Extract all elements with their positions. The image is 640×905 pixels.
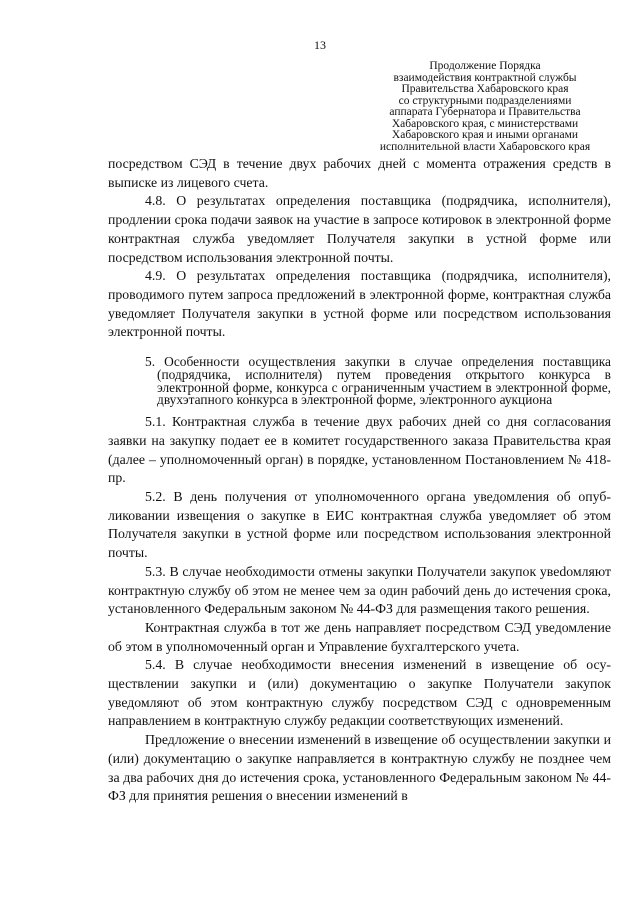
section-5-heading: 5. Особенности осуществления закупки в случае определения поставщика (подрядчика, исполнителя) путем проведения открытого конкурса в электронной форме, конкурса с ограниченным участием в электронной форме, двухэтапного конкурса в электронной форме, электронного аукциона — [145, 354, 611, 408]
paragraph-5-1: 5.1. Контрактная служба в течение двух рабочих дней со дня согласования заявки на закупку подает ее в комитет государственного заказа Правительства края (далее – уполномоченный орган) в порядке, установленном Постановлением № 418-пр. — [108, 414, 611, 486]
paragraph-5-4-continued: Предложение о внесении изменений в извещение об осуществлении закупки и (или) документацию о закупке направляется в контрактную службу не позднее чем за два рабочих дня до истечения срока, установленного Федеральным законом № 44-ФЗ для принятия решения о внесении изменений в — [108, 732, 611, 804]
paragraph-5-3-continued: Контрактная служба в тот же день направляет посредством СЭД уведомление об этом в уполномоченный орган и Управление бухгалтерского учета. — [108, 619, 611, 654]
paragraph-5-2: 5.2. В день получения от уполномоченного органа уведомления об опубликовании извещения о закупке в ЕИС контрактная служба уведомляет об этом Получателя закупки в устной форме или посредством использования электронной почты. — [108, 489, 611, 561]
paragraph-continuation: посредством СЭД в течение двух рабочих дней с момента отражения средств в выписке из лицевого счета. — [108, 156, 611, 190]
header-line: аппарата Губернатора и Правительства — [389, 106, 581, 118]
paragraph-5-3: 5.3. В случае необходимости отмены закупки Получатели закупок увеdомляют контрактную службу об этом не менее чем за один рабочий день до истечения срока, установленного Федеральным законом № 44-ФЗ для размещения такого решения. — [108, 563, 611, 617]
paragraph-4-8: 4.8. О результатах определения поставщика (подрядчика, исполнителя), продлении срока подачи заявок на участие в запросе котировок в электронной форме контрактная служба уведомляет Получателя закупки в устной форме или посредством использования электронной почты. — [108, 193, 611, 265]
header-line: Продолжение Порядка — [429, 60, 541, 72]
header-line: со структурными подразделениями — [398, 94, 572, 107]
paragraph-5-4: 5.4. В случае необходимости внесения изменений в извещение об осуществлении закупки и (или) документацию о закупке Получатели закупок уведомляют об этом контрактную службу посредством СЭД с одновременным направлением в контрактную службу редакции соответствующих изменений. — [108, 657, 611, 729]
header-line: Хабаровского края и иными органами — [391, 129, 579, 141]
header-line: Правительства Хабаровского края — [401, 83, 569, 95]
page-number: 13 — [314, 38, 326, 52]
document-header — [360, 61, 610, 153]
header-line: исполнительной власти Хабаровского края — [379, 140, 591, 153]
document-body — [108, 155, 611, 806]
paragraph-4-9: 4.9. О результатах определения поставщика (подрядчика, исполнителя), проводимого путем запроса предложений в электронной форме, контрактная служба уведомляет Получателя закупки в устной форме или посредством использования электронной почты. — [108, 268, 611, 340]
header-line: Хабаровского края, с министерствами — [391, 117, 579, 130]
header-line: взаимодействия контрактной службы — [393, 71, 577, 84]
